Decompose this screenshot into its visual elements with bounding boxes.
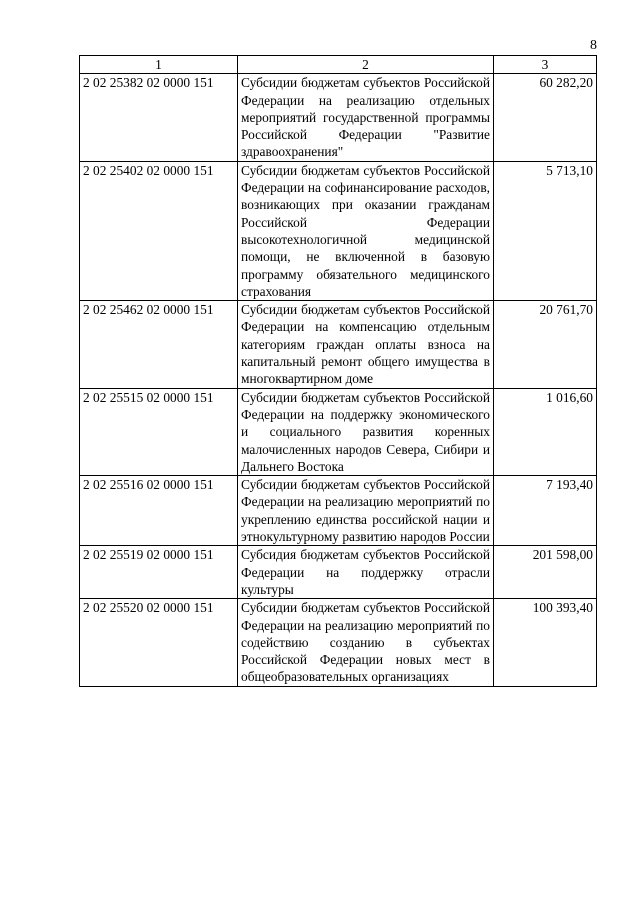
budget-code: 2 02 25382 02 0000 151 <box>80 74 238 161</box>
budget-amount: 20 761,70 <box>494 301 597 388</box>
budget-table <box>79 55 597 687</box>
page-number: 8 <box>590 38 597 53</box>
table-row <box>80 599 597 686</box>
budget-description: Субсидии бюджетам субъектов Российской Федерации на реализацию мероприятий по содействию созданию в субъектах Российской Федерации новых мест в общеобразовательных организациях <box>238 599 494 686</box>
table-row <box>80 74 597 161</box>
budget-amount: 7 193,40 <box>494 476 597 546</box>
budget-amount: 100 393,40 <box>494 599 597 686</box>
table-row <box>80 546 597 599</box>
table-row <box>80 161 597 300</box>
table-row <box>80 301 597 388</box>
budget-description: Субсидии бюджетам субъектов Российской Федерации на реализацию мероприятий по укреплению единства российской нации и этнокультурному развитию народов России <box>238 476 494 546</box>
budget-description: Субсидии бюджетам субъектов Российской Федерации на поддержку экономического и социального развития коренных малочисленных народов Севера, Сибири и Дальнего Востока <box>238 388 494 475</box>
budget-code: 2 02 25462 02 0000 151 <box>80 301 238 388</box>
budget-code: 2 02 25519 02 0000 151 <box>80 546 238 599</box>
table-row <box>80 388 597 475</box>
budget-code: 2 02 25402 02 0000 151 <box>80 161 238 300</box>
table-row <box>80 476 597 546</box>
budget-amount: 201 598,00 <box>494 546 597 599</box>
table-header-row <box>80 56 597 74</box>
budget-code: 2 02 25520 02 0000 151 <box>80 599 238 686</box>
budget-amount: 1 016,60 <box>494 388 597 475</box>
budget-code: 2 02 25516 02 0000 151 <box>80 476 238 546</box>
budget-description: Субсидии бюджетам субъектов Российской Федерации на софинансирование расходов, возникающих при оказании гражданам Российской Федерации высокотехнологичной медицинской помощи, не включенной в базовую программу обязательного медицинского страхования <box>238 161 494 300</box>
budget-amount: 5 713,10 <box>494 161 597 300</box>
budget-description: Субсидии бюджетам субъектов Российской Федерации на реализацию отдельных мероприятий государственной программы Российской Федерации "Развитие здравоохранения" <box>238 74 494 161</box>
budget-description: Субсидия бюджетам субъектов Российской Федерации на поддержку отрасли культуры <box>238 546 494 599</box>
budget-code: 2 02 25515 02 0000 151 <box>80 388 238 475</box>
column-header-description: 2 <box>238 56 494 74</box>
column-header-code: 1 <box>80 56 238 74</box>
budget-amount: 60 282,20 <box>494 74 597 161</box>
budget-description: Субсидии бюджетам субъектов Российской Федерации на компенсацию отдельным категориям граждан оплаты взноса на капитальный ремонт общего имущества в многоквартирном доме <box>238 301 494 388</box>
column-header-amount: 3 <box>494 56 597 74</box>
